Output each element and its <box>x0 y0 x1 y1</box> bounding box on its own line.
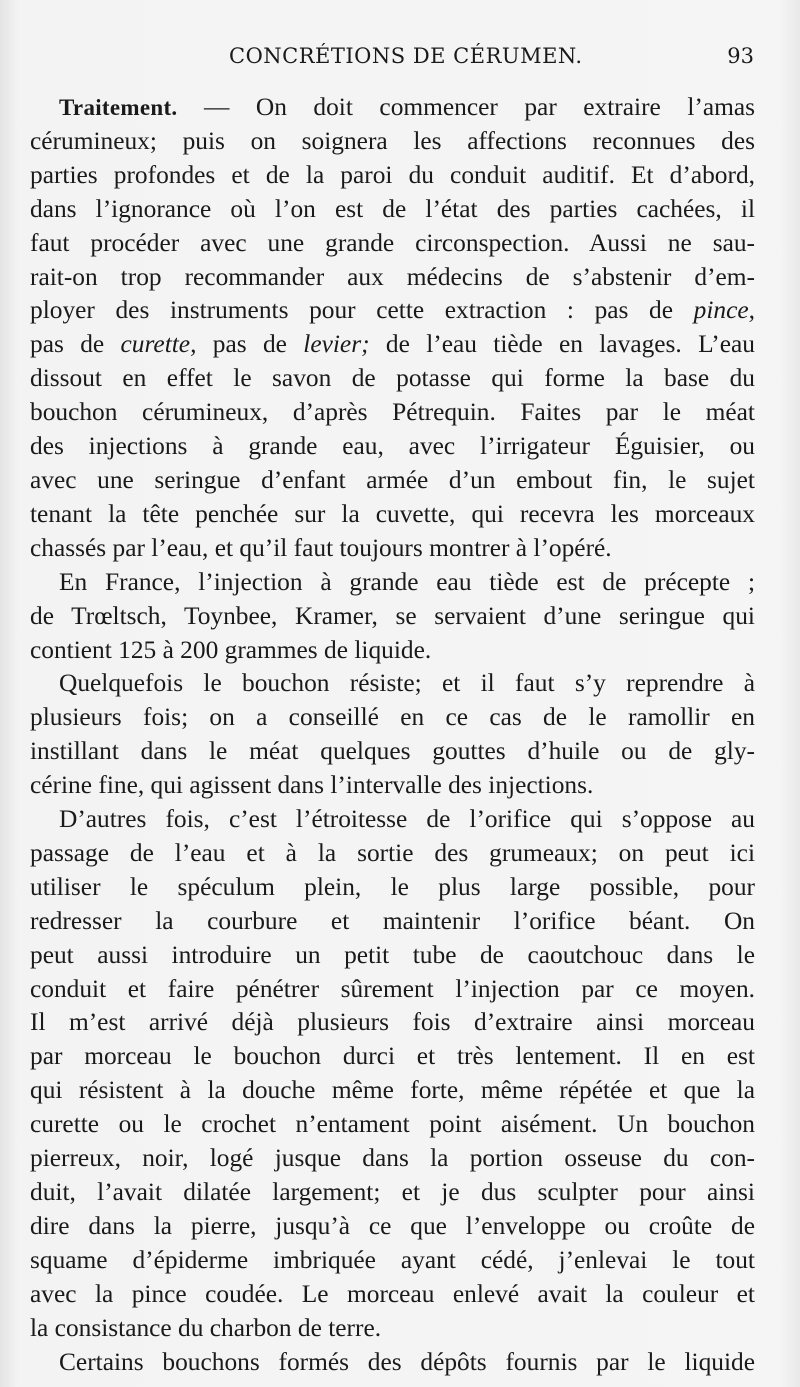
page-number: 93 <box>727 44 754 68</box>
text-line: dans l’ignorance où l’on est de l’état des parties cachées, il <box>30 194 755 223</box>
page-header <box>0 44 800 76</box>
text-line: squame d’épiderme imbriquée ayant cédé, j’enlevai le tout <box>30 1245 755 1274</box>
text-line: utiliser le spéculum plein, le plus large possible, pour <box>30 872 755 901</box>
text-line: dire dans la pierre, jusqu’à ce que l’enveloppe ou croûte de <box>30 1211 755 1240</box>
text-run: pas de <box>30 330 121 359</box>
text-line: peut aussi introduire un petit tube de caoutchouc dans le <box>30 940 755 969</box>
text-line: parties profondes et de la paroi du conduit auditif. Et d’abord, <box>30 160 755 189</box>
paragraph-certains <box>30 1346 755 1380</box>
text-line <box>30 294 755 328</box>
paragraph-quelquefois <box>30 667 755 803</box>
text-line: qui résistent à la douche même forte, même répétée et que la <box>30 1076 755 1105</box>
text-line: duit, l’avait dilatée largement; et je dus sculpter pour ainsi <box>30 1178 755 1206</box>
text-line: Il m’est arrivé déjà plusieurs fois d’extraire ainsi morceau <box>30 1008 755 1037</box>
text-run: — On doit commencer par extraire l’amas <box>177 93 755 121</box>
text-line: cérumineux; puis on soignera les affections reconnues des <box>30 126 755 155</box>
text-line: tenant la tête penchée sur la cuvette, qui recevra les morceaux <box>30 499 755 528</box>
running-head: CONCRÉTIONS DE CÉRUMEN. <box>229 44 583 68</box>
text-line: contient 125 à 200 grammes de liquide. <box>30 635 432 664</box>
text-line: Certains bouchons formés des dépôts fournis par le liquide <box>59 1347 755 1376</box>
text-line: En France, l’injection à grande eau tiède est de précepte ; <box>59 567 755 596</box>
text-line: passage de l’eau et à la sortie des grumeaux; on peut ici <box>30 838 755 867</box>
italic-term: curette, <box>120 330 197 359</box>
text-line: dissout en effet le savon de potasse qui forme la base du <box>30 364 755 393</box>
text-run: ployer des instruments pour cette extraction : pas de <box>30 296 694 325</box>
text-line: pierreux, noir, logé jusque dans la portion osseuse du con- <box>30 1144 755 1173</box>
paragraph-treatment <box>30 91 755 566</box>
text-line: instillant dans le méat quelques gouttes d’huile ou de gly- <box>30 737 755 766</box>
text-line: faut procéder avec une grande circonspection. Aussi ne sau- <box>30 228 755 257</box>
text-line <box>30 91 755 125</box>
text-line: de Trœltsch, Toynbee, Kramer, se servaient d’une seringue qui <box>30 601 755 630</box>
paragraph-lead: Traitement. <box>59 95 178 120</box>
text-line: chassés par l’eau, et qu’il faut toujours montrer à l’opéré. <box>30 533 612 562</box>
text-line: rait-on trop recommander aux médecins de s’abstenir d’em- <box>30 262 755 291</box>
text-line: curette ou le crochet n’entament point aisément. Un bouchon <box>30 1110 755 1139</box>
text-line: redresser la courbure et maintenir l’orifice béant. On <box>30 906 755 935</box>
text-line: des injections à grande eau, avec l’irrigateur Éguisier, ou <box>30 432 755 461</box>
italic-term: pince, <box>693 296 755 325</box>
text-line <box>30 328 755 362</box>
text-line: conduit et faire pénétrer sûrement l’injection par ce moyen. <box>30 974 755 1003</box>
italic-term: levier; <box>303 330 370 359</box>
text-line: par morceau le bouchon durci et très lentement. Il en est <box>30 1042 755 1071</box>
text-line: cérine fine, qui agissent dans l’intervalle des injections. <box>30 771 594 800</box>
text-line: D’autres fois, c’est l’étroitesse de l’orifice qui s’oppose au <box>59 805 755 834</box>
text-line: plusieurs fois; on a conseillé en ce cas de le ramollir en <box>30 703 755 732</box>
text-run: pas de <box>196 330 304 359</box>
text-line: avec la pince coudée. Le morceau enlevé avait la couleur et <box>30 1279 755 1308</box>
body-text <box>30 91 755 1379</box>
text-line: la consistance du charbon de terre. <box>30 1313 382 1342</box>
text-line: avec une seringue d’enfant armée d’un embout fin, le sujet <box>30 465 755 494</box>
text-line: bouchon cérumineux, d’après Pétrequin. Faites par le méat <box>30 398 755 427</box>
text-line: Quelquefois le bouchon résiste; et il faut s’y reprendre à <box>59 669 755 698</box>
paragraph-autres-fois <box>30 803 755 1346</box>
paragraph-france <box>30 566 755 668</box>
text-run: de l’eau tiède en lavages. L’eau <box>369 330 755 359</box>
